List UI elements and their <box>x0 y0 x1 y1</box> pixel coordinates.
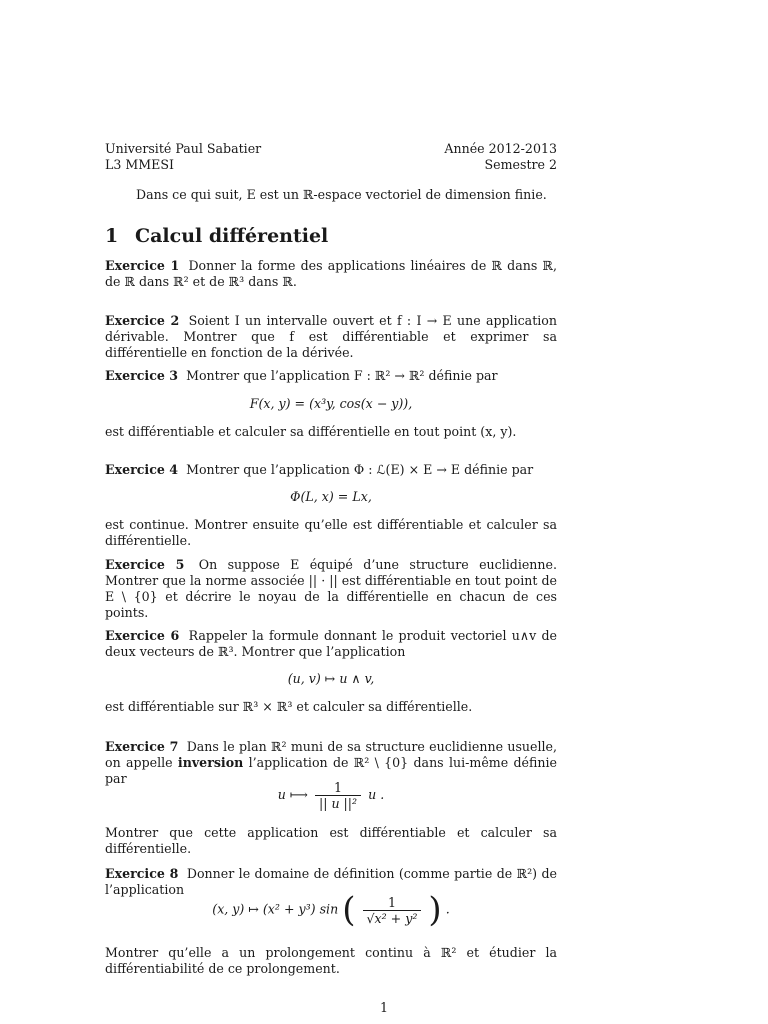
exercise-4-formula: Φ(L, x) = Lx, <box>290 489 372 504</box>
section-number: 1 <box>105 225 119 247</box>
formula-lhs: (x, y) ↦ (x² + y³) sin <box>212 901 339 917</box>
exercise-7-formula <box>105 780 557 811</box>
exercise-text: Montrer que l’application Φ : ℒ(E) × E → E définie par <box>186 462 534 477</box>
formula-end: . <box>445 901 450 917</box>
exercise-text: Donner la forme des applications linéaires de ℝ dans ℝ, de ℝ dans ℝ² et de ℝ³ dans ℝ. <box>105 258 557 289</box>
formula-lhs: u ⟼ <box>277 787 308 802</box>
fraction-numerator: 1 <box>315 780 361 796</box>
exercise-1 <box>105 258 557 290</box>
academic-year: Année 2012-2013 <box>444 141 557 156</box>
exercise-6-after: est différentiable sur ℝ³ × ℝ³ et calculer sa différentielle. <box>105 699 473 714</box>
keyword-inversion: inversion <box>177 755 244 770</box>
exercise-8-formula <box>105 890 557 930</box>
exercise-3-formula: F(x, y) = (x³y, cos(x − y)), <box>249 396 413 411</box>
exercise-text: Donner le domaine de définition (comme partie de ℝ²) de l’application <box>105 866 557 897</box>
exercise-text-cont: l’application de ℝ² \ {0} dans lui-même définie par <box>105 755 557 786</box>
fraction-denominator: || u ||² <box>318 796 358 811</box>
exercise-4-after: est continue. Montrer ensuite qu’elle est différentiable et calculer sa différentielle. <box>105 517 557 548</box>
exercise-3-after: est différentiable et calculer sa différentielle en tout point (x, y). <box>105 424 517 439</box>
exercise-text: On suppose E équipé d’une structure euclidienne. Montrer que la norme associée || · || est différentiable en tout point de E \ {0} et décrire le noyau de la différentielle en chacun de ces points. <box>105 557 557 620</box>
exercise-label: Exercice 2 <box>105 313 180 328</box>
university-name: Université Paul Sabatier <box>105 141 262 156</box>
exercise-label: Exercice 6 <box>105 628 180 643</box>
intro-text: Dans ce qui suit, E est un ℝ-espace vectoriel de dimension finie. <box>136 187 547 202</box>
exercise-6 <box>105 628 557 660</box>
exercise-4 <box>105 462 557 478</box>
exercise-text: Rappeler la formule donnant le produit vectoriel u∧v de deux vecteurs de ℝ³. Montrer que l’application <box>105 628 557 659</box>
exercise-3 <box>105 368 557 384</box>
exercise-text: Montrer que l’application F : ℝ² → ℝ² définie par <box>186 368 498 383</box>
exercise-text: Soient I un intervalle ouvert et f : I → E une application dérivable. Montrer que f est différentiable et exprimer sa différentielle en fonction de la dérivée. <box>105 313 557 360</box>
left-paren: ( <box>342 890 356 930</box>
right-paren: ) <box>428 890 442 930</box>
exercise-label: Exercice 4 <box>105 462 179 477</box>
formula-fraction <box>363 895 422 926</box>
page-number: 1 <box>379 1000 388 1015</box>
course-name: L3 MMESI <box>105 157 174 172</box>
fraction-numerator: 1 <box>363 895 422 911</box>
exercise-label: Exercice 5 <box>105 557 185 572</box>
section-heading <box>105 225 328 247</box>
exercise-7-after: Montrer que cette application est différentiable et calculer sa différentielle. <box>105 825 557 856</box>
fraction-denominator: √x² + y² <box>366 910 418 926</box>
exercise-label: Exercice 1 <box>105 258 180 273</box>
exercise-2 <box>105 313 557 361</box>
section-title: Calcul différentiel <box>135 225 329 247</box>
exercise-label: Exercice 7 <box>105 739 179 754</box>
exercise-5 <box>105 557 557 621</box>
formula-rhs: u . <box>368 787 385 802</box>
document-header <box>105 141 557 173</box>
exercise-text: Dans le plan ℝ² muni de sa structure euclidienne usuelle, on appelle <box>105 739 557 770</box>
exercise-label: Exercice 8 <box>105 866 179 881</box>
semester: Semestre 2 <box>484 157 557 172</box>
exercise-8-after: Montrer qu’elle a un prolongement continu à ℝ² et étudier la différentiabilité de ce prolongement. <box>105 945 557 976</box>
exercise-6-formula: (u, v) ↦ u ∧ v, <box>287 671 375 686</box>
exercise-label: Exercice 3 <box>105 368 179 383</box>
formula-fraction <box>315 780 361 811</box>
